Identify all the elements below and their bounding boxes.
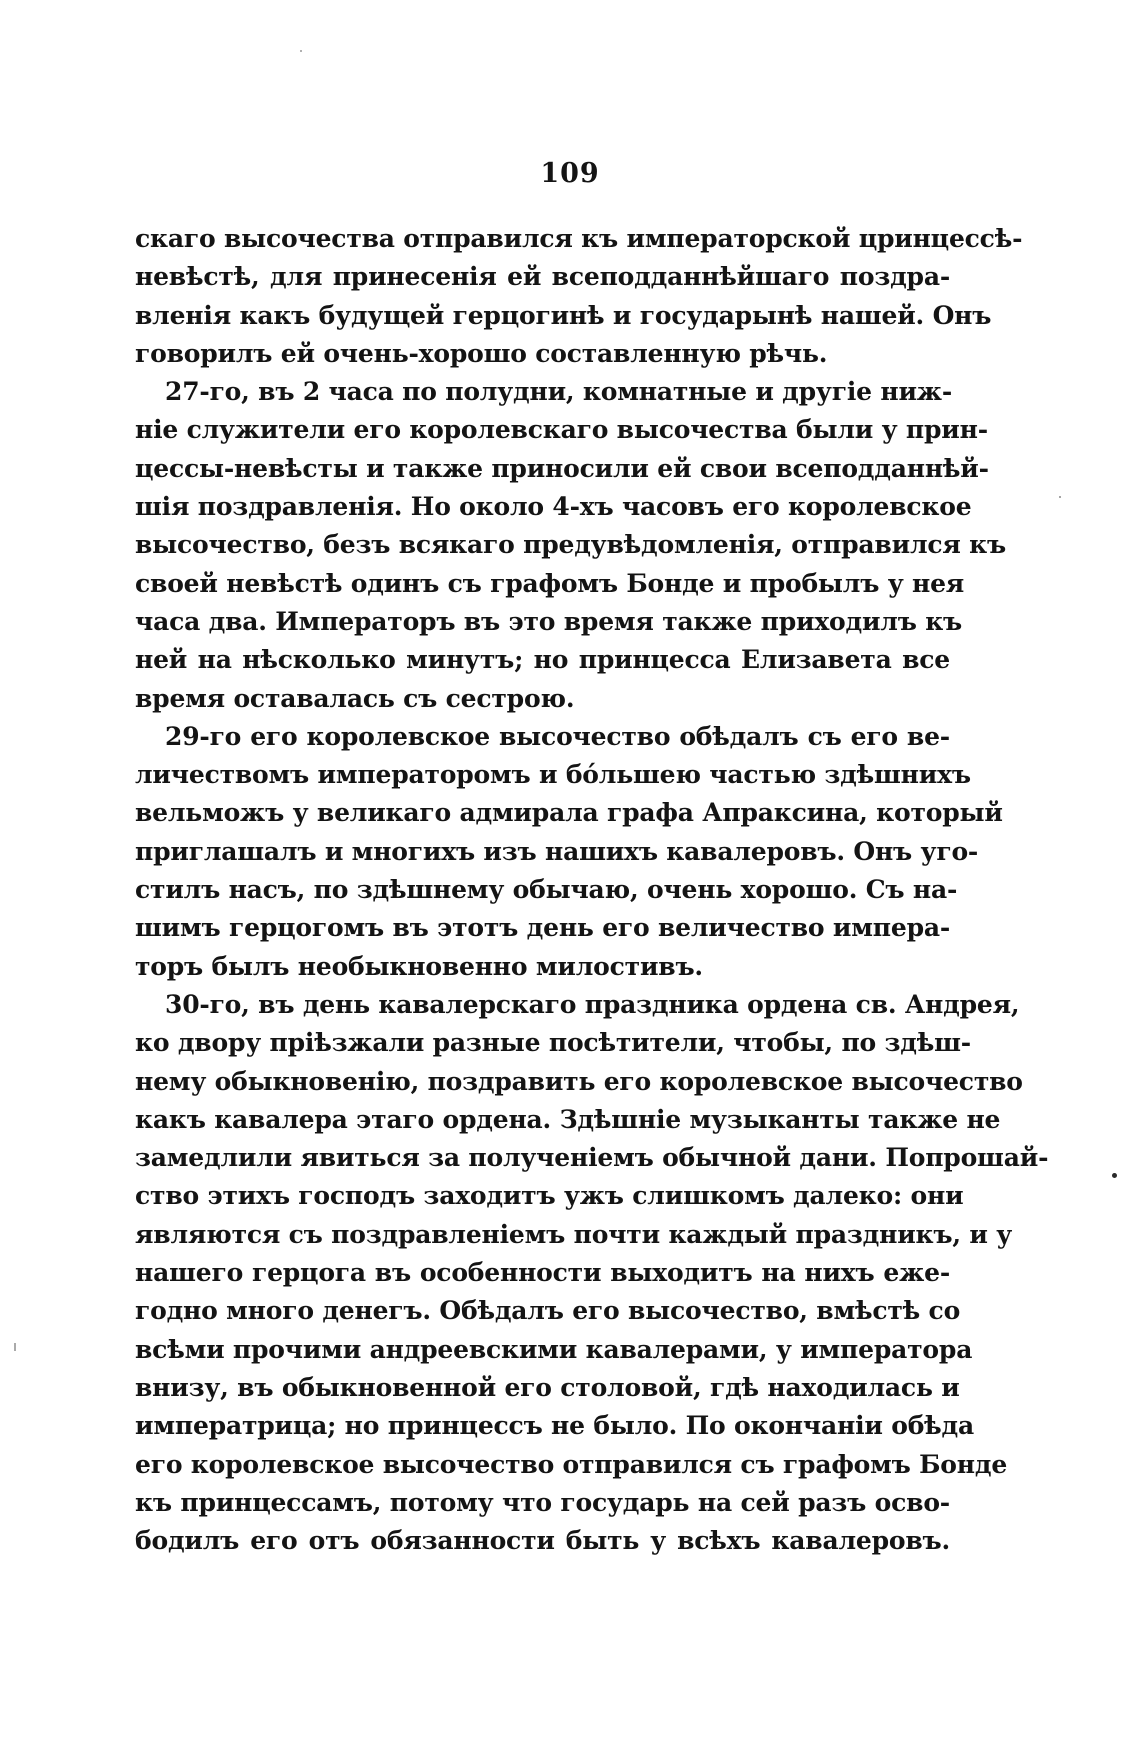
text-line: ство этихъ господъ заходитъ ужъ слишкомъ далеко: они <box>135 1181 964 1211</box>
text-line: время оставалась съ сестрою. <box>135 683 575 713</box>
text-line: ней на нѣсколько минутъ; но принцесса Елизавета все <box>135 645 950 675</box>
text-line: шимъ герцогомъ въ этотъ день его величество импера- <box>135 913 951 943</box>
text-line: нему обыкновенію, поздравить его королевское высочество <box>135 1066 1023 1096</box>
text-line: часа два. Императоръ въ это время также приходилъ къ <box>135 606 963 636</box>
text-line: личествомъ императоромъ и бо́льшею частью здѣшнихъ <box>135 760 971 790</box>
body-text <box>135 220 1049 1560</box>
text-line: шія поздравленія. Но около 4-хъ часовъ его королевское <box>135 492 972 522</box>
text-line: вленія какъ будущей герцогинѣ и государынѣ нашей. Онъ <box>135 300 992 330</box>
text-line: императрица; но принцессъ не было. По окончаніи обѣда <box>135 1411 975 1441</box>
page-number: 109 <box>540 158 600 189</box>
scan-speck <box>300 50 302 52</box>
text-line: своей невѣстѣ одинъ съ графомъ Бонде и пробылъ у нея <box>135 568 965 598</box>
text-line: замедлили явиться за полученіемъ обычной дани. Попрошай- <box>135 1143 1049 1173</box>
scan-speck <box>1112 1173 1117 1178</box>
paragraph <box>135 718 1003 986</box>
text-line: внизу, въ обыкновенной его столовой, гдѣ находилась и <box>135 1372 960 1402</box>
text-line: торъ былъ необыкновенно милостивъ. <box>135 951 703 981</box>
text-line: бодилъ его отъ обязанности быть у всѣхъ кавалеровъ. <box>135 1526 950 1556</box>
text-line: ніе служители его королевскаго высочества были у прин- <box>135 415 988 445</box>
text-line: являются съ поздравленіемъ почти каждый праздникъ, и у <box>135 1219 1013 1249</box>
text-line: вельможъ у великаго адмирала графа Апраксина, который <box>135 798 1003 828</box>
text-line: какъ кавалера этаго ордена. Здѣшніе музыканты также не <box>135 1104 1001 1134</box>
paragraph <box>135 986 1049 1560</box>
text-line: нашего герцога въ особенности выходитъ на нихъ еже- <box>135 1258 950 1288</box>
paragraph <box>135 373 1006 718</box>
scan-speck <box>14 1343 16 1351</box>
text-line: ко двору пріѣзжали разные посѣтители, чтобы, по здѣш- <box>135 1028 971 1058</box>
paragraph <box>135 220 1023 373</box>
text-line: приглашалъ и многихъ изъ нашихъ кавалеровъ. Онъ уго- <box>135 836 979 866</box>
text-line: говорилъ ей очень-хорошо составленную рѣчь. <box>135 338 828 368</box>
text-line: стилъ насъ, по здѣшнему обычаю, очень хорошо. Съ на- <box>135 875 958 905</box>
text-line: скаго высочества отправился къ императорской цринцессѣ- <box>135 224 1023 253</box>
text-line: годно много денегъ. Обѣдалъ его высочество, вмѣстѣ со <box>135 1296 961 1326</box>
text-line: 27-го, въ 2 часа по полудни, комнатные и другіе ниж- <box>165 377 953 407</box>
text-line: невѣстѣ, для принесенія ей всеподданнѣйшаго поздра- <box>135 262 950 292</box>
scan-speck <box>1059 496 1061 498</box>
text-line: высочество, безъ всякаго предувѣдомленія, отправился къ <box>135 530 1006 560</box>
text-line: цессы-невѣсты и также приносили ей свои всеподданнѣй- <box>135 453 989 483</box>
text-line: 30-го, въ день кавалерскаго праздника ордена св. Андрея, <box>165 989 1020 1019</box>
text-line: къ принцессамъ, потому что государь на сей разъ осво- <box>135 1487 950 1517</box>
text-line: 29-го его королевское высочество обѣдалъ съ его ве- <box>165 721 950 751</box>
text-line: его королевское высочество отправился съ графомъ Бонде <box>135 1449 1008 1479</box>
text-line: всѣми прочими андреевскими кавалерами, у императора <box>135 1334 973 1364</box>
